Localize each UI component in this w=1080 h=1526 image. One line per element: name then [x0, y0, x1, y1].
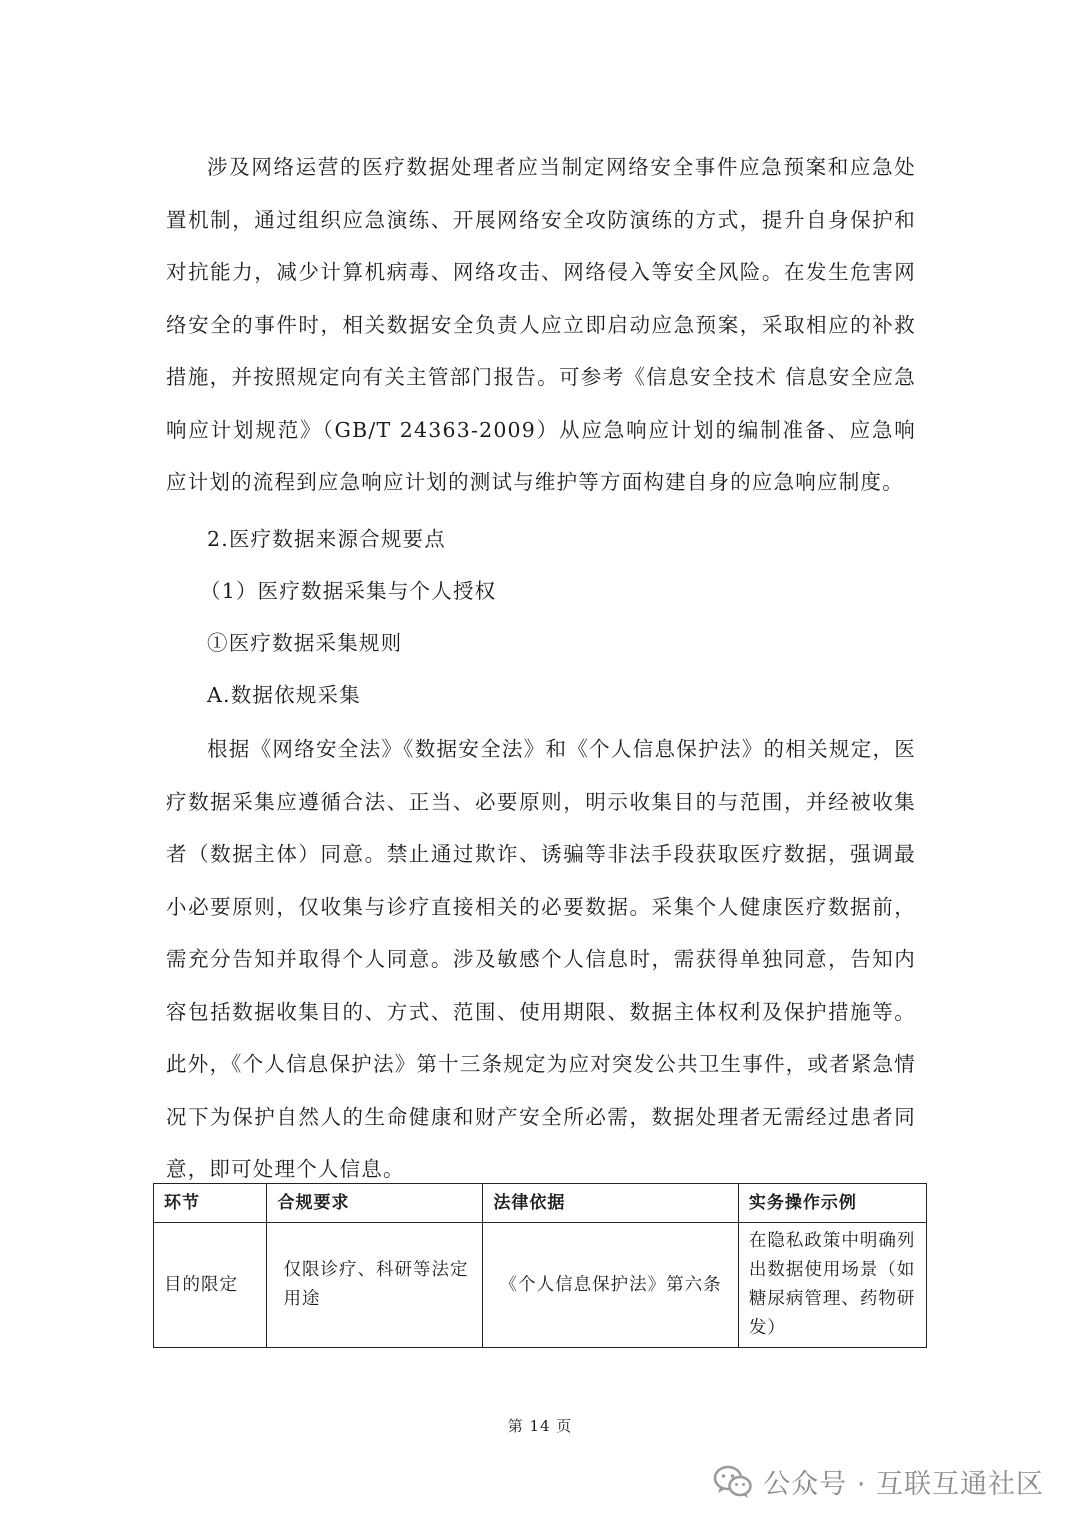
watermark [713, 1462, 1044, 1501]
table-header-cell: 环节 [154, 1184, 267, 1223]
heading-section-2: 2.医疗数据来源合规要点 [207, 527, 446, 551]
paragraph-collection-law: 根据《网络安全法》《数据安全法》和《个人信息保护法》的相关规定，医疗数据采集应遵循合法、正当、必要原则，明示收集目的与范围，并经被收集者（数据主体）同意。禁止通过欺诈、诱骗等非法手段获取医疗数据，强调最小必要原则，仅收集与诊疗直接相关的必要数据。采集个人健康医疗数据前，需充分告知并取得个人同意。涉及敏感个人信息时，需获得单独同意，告知内容包括数据收集目的、方式、范围、使用期限、数据主体权利及保护措施等。此外，《个人信息保护法》第十三条规定为应对突发公共卫生事件，或者紧急情况下为保护自然人的生命健康和财产安全所必需，数据处理者无需经过患者同意，即可处理个人信息。 [166, 737, 916, 1181]
table-cell: 目的限定 [154, 1223, 267, 1348]
table-cell: 在隐私政策中明确列出数据使用场景（如糖尿病管理、药物研发） [738, 1223, 926, 1348]
table-header-row [154, 1184, 927, 1223]
heading-subsection-1: （1）医疗数据采集与个人授权 [200, 579, 497, 603]
heading-compliant-collection: A.数据依规采集 [207, 683, 361, 707]
table-row [154, 1223, 927, 1348]
page-number: 第 14 页 [507, 1417, 573, 1435]
heading-collection-rules: ①医疗数据采集规则 [207, 631, 403, 655]
table-header-cell: 合规要求 [267, 1184, 483, 1223]
compliance-table [153, 1183, 927, 1348]
table-header-cell: 法律依据 [483, 1184, 739, 1223]
wechat-icon [713, 1465, 753, 1499]
table-cell: 仅限诊疗、科研等法定用途 [267, 1223, 483, 1348]
table-header-cell: 实务操作示例 [738, 1184, 926, 1223]
paragraph-emergency-response: 涉及网络运营的医疗数据处理者应当制定网络安全事件应急预案和应急处置机制，通过组织应急演练、开展网络安全攻防演练的方式，提升自身保护和对抗能力，减少计算机病毒、网络攻击、网络侵入等安全风险。在发生危害网络安全的事件时，相关数据安全负责人应立即启动应急预案，采取相应的补救措施，并按照规定向有关主管部门报告。可参考《信息安全技术 信息安全应急响应计划规范》（GB/T 24363-2009）从应急响应计划的编制准备、应急响应计划的流程到应急响应计划的测试与维护等方面构建自身的应急响应制度。 [166, 155, 916, 494]
table-cell: 《个人信息保护法》第六条 [483, 1223, 739, 1348]
watermark-text: 公众号 · 互联互通社区 [763, 1469, 1044, 1500]
